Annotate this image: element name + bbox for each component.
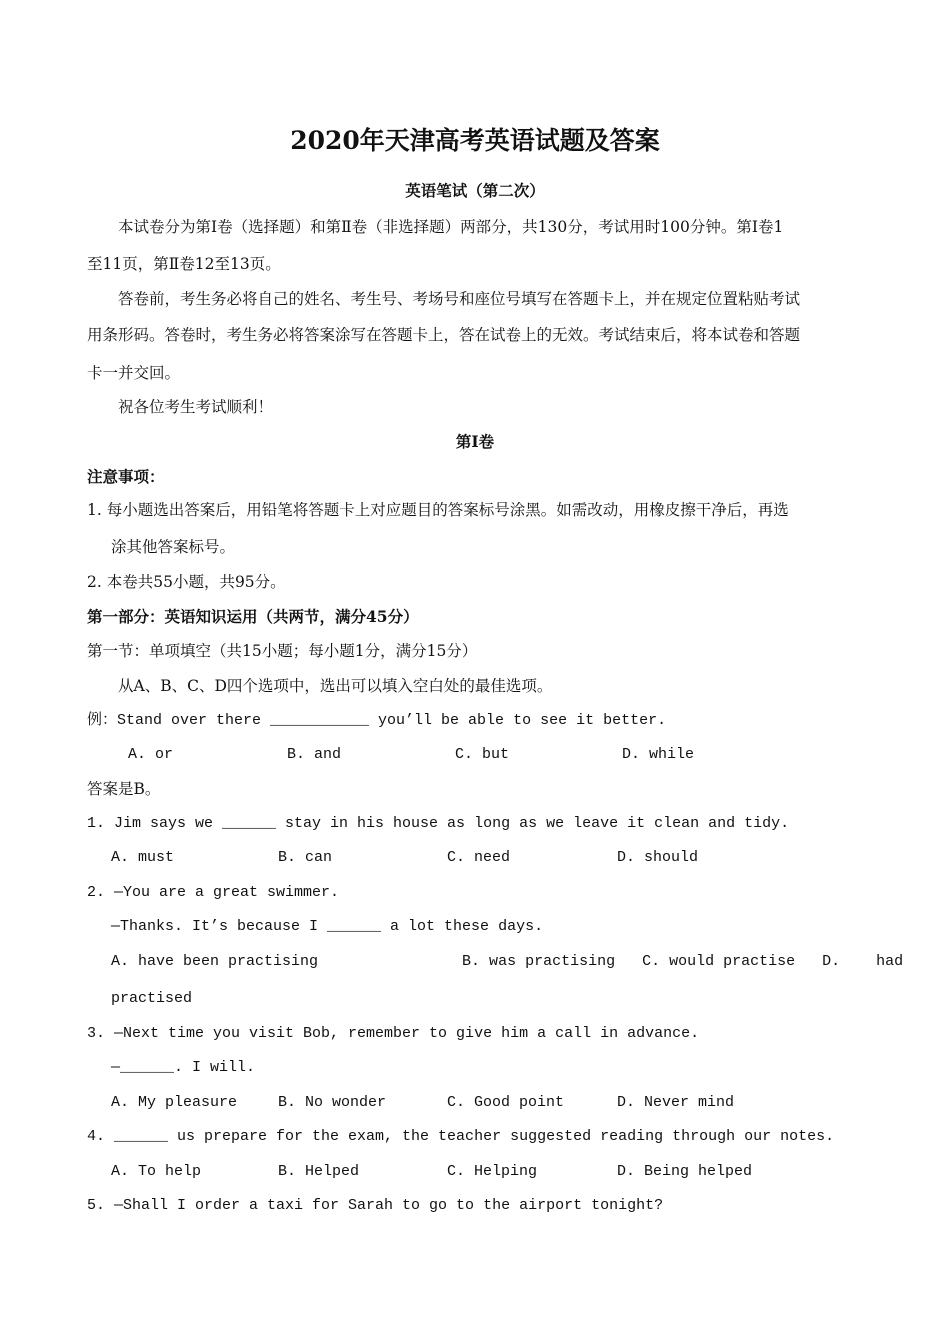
question-1-option-c: C. need xyxy=(447,849,511,866)
question-4-option-a: A. To help xyxy=(111,1163,202,1180)
question-2-options: A. have been practising B. was practising C. would practise D. had xyxy=(111,953,904,970)
question-4-stem: 4. ______ us prepare for the exam, the teacher suggested reading through our notes. xyxy=(87,1128,835,1145)
question-2-stem-line-1: 2. —You are a great swimmer. xyxy=(87,884,340,901)
notes-item-1-line-2: 涂其他答案标号。 xyxy=(111,538,236,556)
part1-instruction: 从A、B、C、D四个选项中，选出可以填入空白处的最佳选项。 xyxy=(118,677,553,695)
part1-section1-heading: 第一节：单项填空（共15小题；每小题1分，满分15分） xyxy=(87,642,478,660)
question-1-stem: 1. Jim says we ______ stay in his house as long as we leave it clean and tidy. xyxy=(87,815,790,832)
example-option-c: C. but xyxy=(455,746,510,763)
question-4-option-d: D. Being helped xyxy=(617,1163,753,1180)
example-answer: 答案是B。 xyxy=(87,780,161,798)
intro-paragraph-2-line-2: 用条形码。答卷时，考生务必将答案涂写在答题卡上，答在试卷上的无效。考试结束后，将本试卷和答题 xyxy=(87,326,801,344)
intro-paragraph-1-line-1: 本试卷分为第Ⅰ卷（选择题）和第Ⅱ卷（非选择题）两部分，共130分，考试用时100分钟。第Ⅰ卷1 xyxy=(118,218,784,236)
subtitle: 英语笔试（第二次） xyxy=(405,181,545,200)
example-stem: 例：Stand over there ___________ you’ll be able to see it better. xyxy=(87,712,667,729)
intro-paragraph-1-line-2: 至11页，第Ⅱ卷12至13页。 xyxy=(87,255,281,273)
example-option-d: D. while xyxy=(622,746,695,763)
intro-paragraph-2-line-3: 卡一并交回。 xyxy=(87,364,181,382)
part1-heading: 第一部分：英语知识运用（共两节，满分45分） xyxy=(87,607,419,626)
intro-paragraph-2-line-1: 答卷前，考生务必将自己的姓名、考生号、考场号和座位号填写在答题卡上，并在规定位置粘贴考试 xyxy=(118,290,801,308)
question-5-stem: 5. —Shall I order a taxi for Sarah to go to the airport tonight? xyxy=(87,1197,664,1214)
document-title: 2020年天津高考英语试题及答案 xyxy=(290,126,660,155)
question-3-option-a: A. My pleasure xyxy=(111,1094,238,1111)
notes-item-1-line-1: 1. 每小题选出答案后，用铅笔将答题卡上对应题目的答案标号涂黑。如需改动，用橡皮擦干净后，再选 xyxy=(87,501,789,519)
question-2-stem-line-2: —Thanks. It’s because I ______ a lot these days. xyxy=(111,918,544,935)
example-option-b: B. and xyxy=(287,746,342,763)
volume-title: 第Ⅰ卷 xyxy=(455,432,495,451)
question-3-stem-line-1: 3. —Next time you visit Bob, remember to give him a call in advance. xyxy=(87,1025,700,1042)
notes-item-2: 2. 本卷共55小题，共95分。 xyxy=(87,573,286,591)
question-1-option-a: A. must xyxy=(111,849,175,866)
intro-wishes: 祝各位考生考试顺利！ xyxy=(118,398,274,416)
question-1-option-b: B. can xyxy=(278,849,333,866)
question-4-option-b: B. Helped xyxy=(278,1163,360,1180)
question-3-option-d: D. Never mind xyxy=(617,1094,735,1111)
question-3-stem-line-2: —______. I will. xyxy=(111,1059,256,1076)
example-option-a: A. or xyxy=(128,746,174,763)
question-3-option-c: C. Good point xyxy=(447,1094,565,1111)
question-4-option-c: C. Helping xyxy=(447,1163,538,1180)
notes-heading: 注意事项： xyxy=(87,467,165,486)
question-2-options-wrap: practised xyxy=(111,990,193,1007)
question-1-option-d: D. should xyxy=(617,849,699,866)
question-3-option-b: B. No wonder xyxy=(278,1094,387,1111)
